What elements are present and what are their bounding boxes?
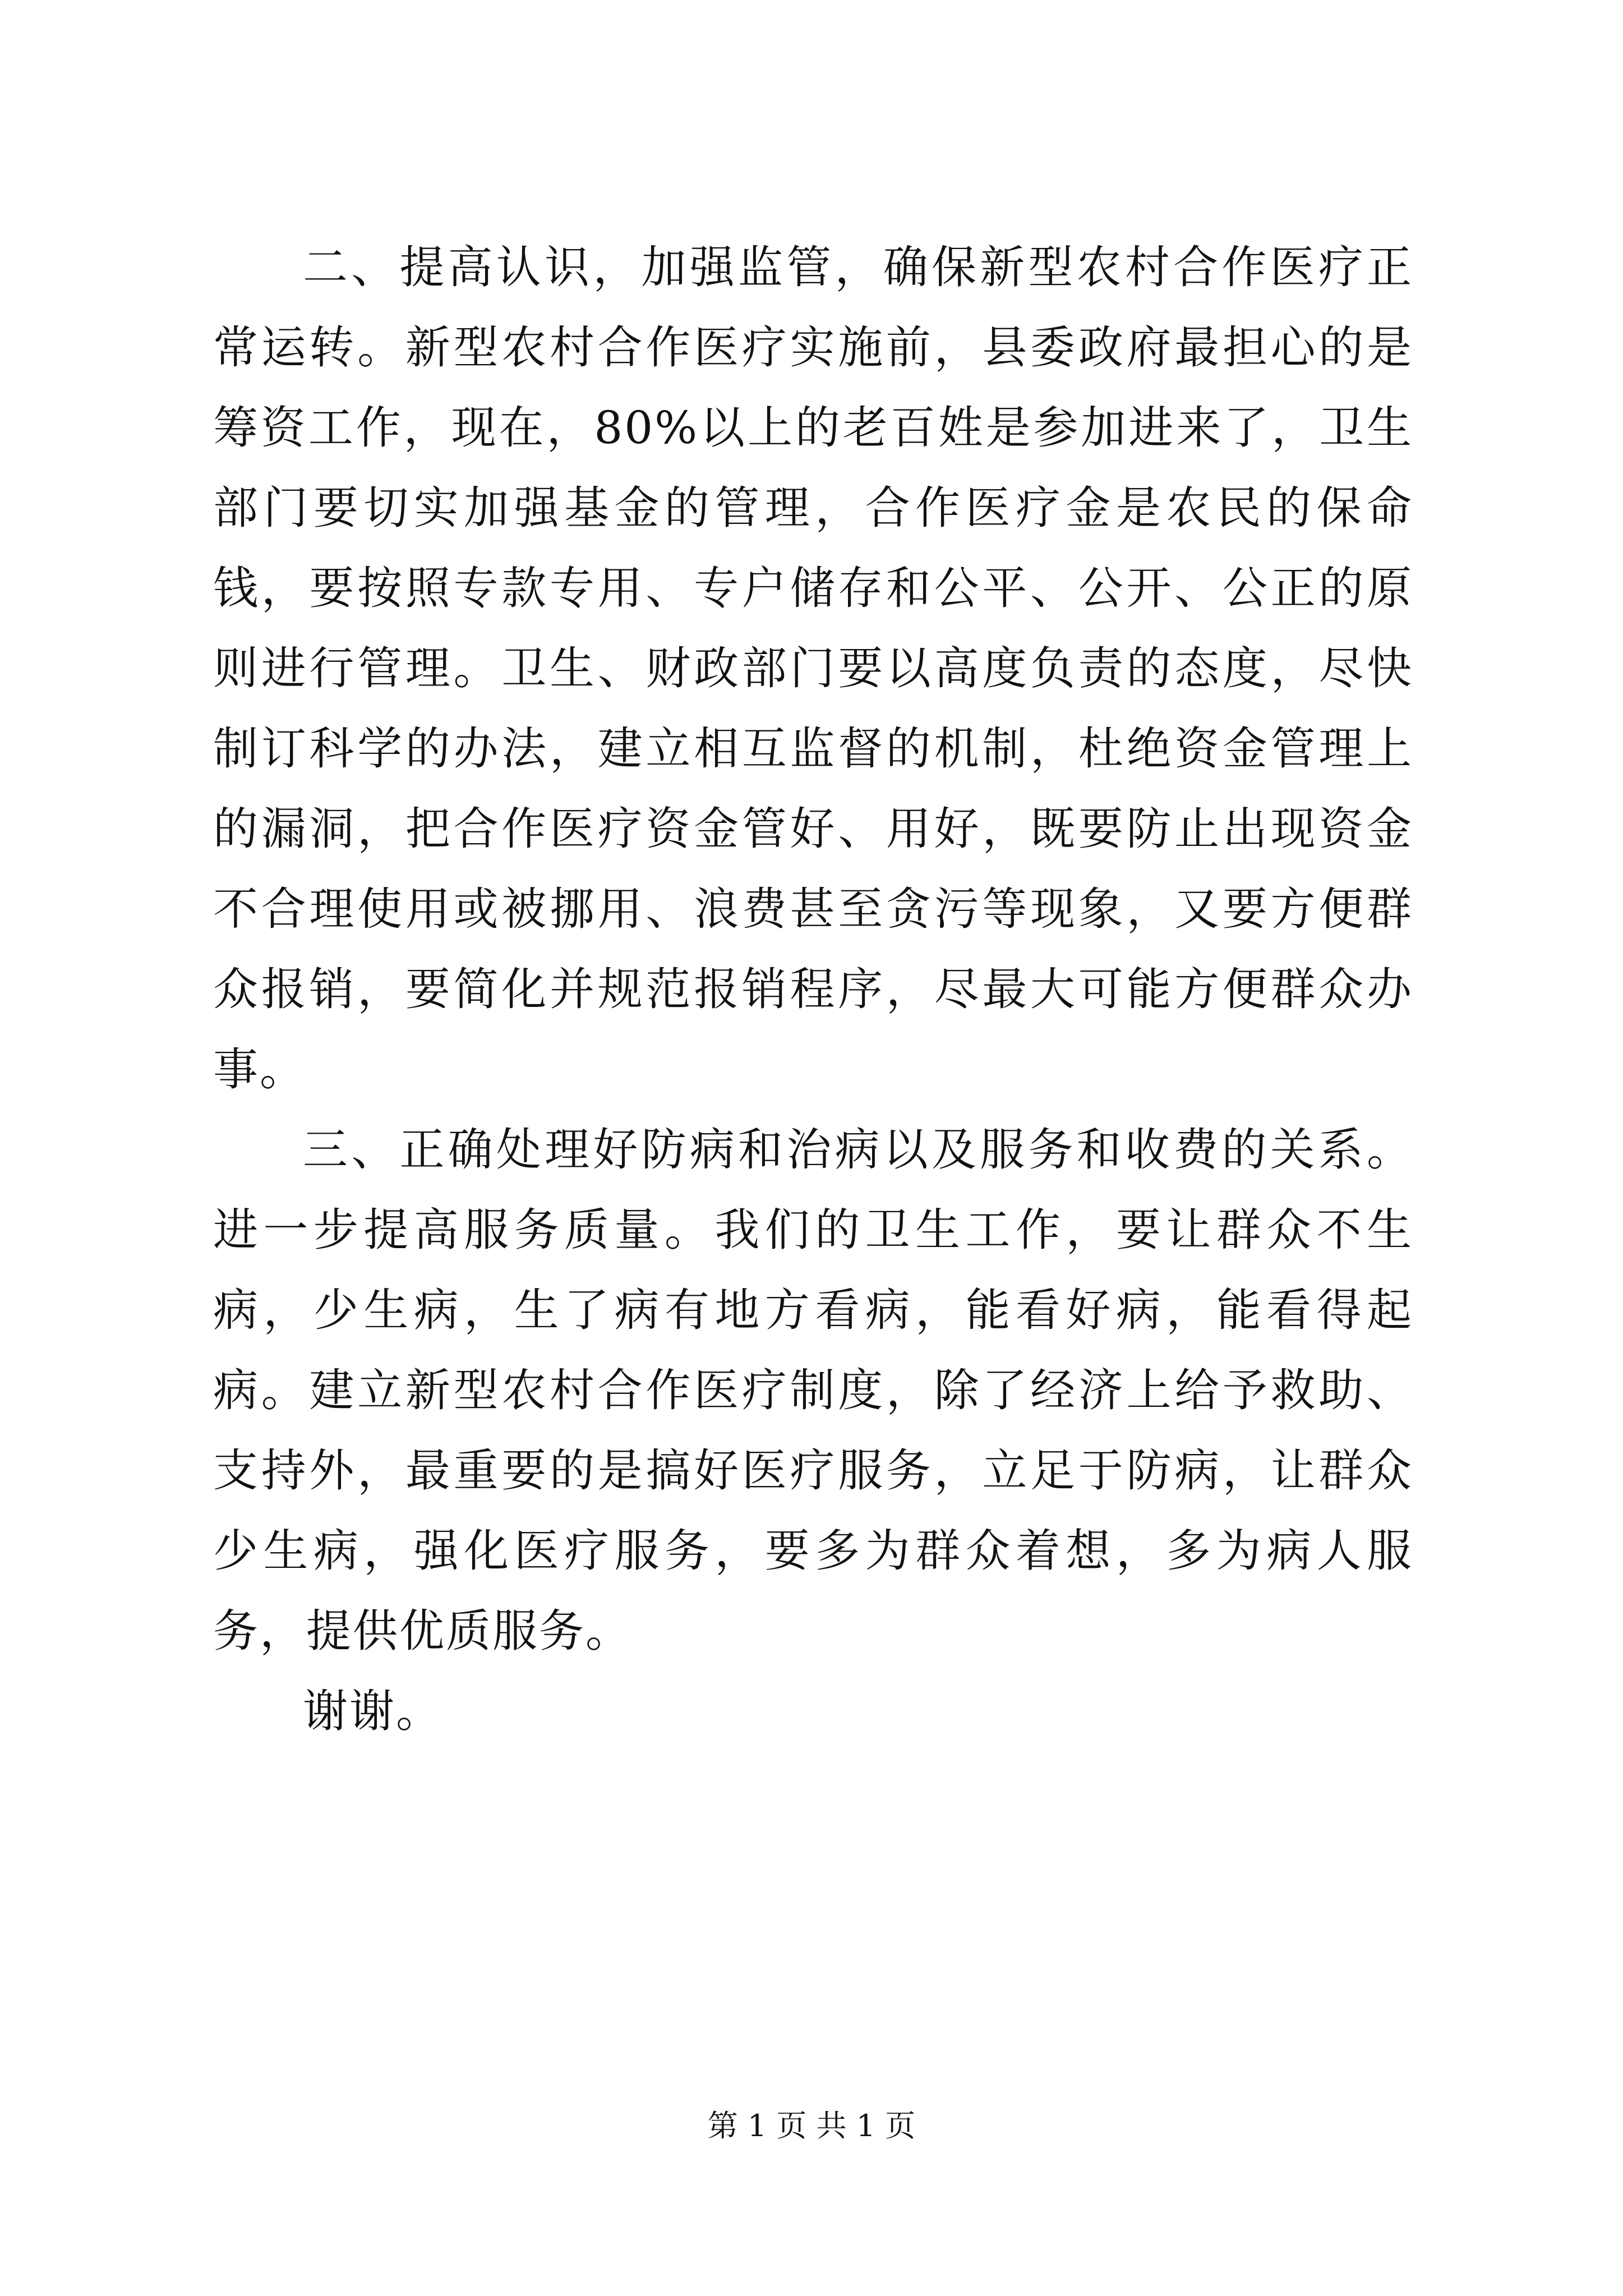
paragraph-section-three: 三、正确处理好防病和治病以及服务和收费的关系。进一步提高服务质量。我们的卫生工作，要让群众不生病，少生病，生了病有地方看病，能看好病，能看得起病。建立新型农村合作医疗制度，除了经济上给予救助、支持外，最重要的是搞好医疗服务，立足于防病，让群众少生病，强化医疗服务，要多为群众着想，多为病人服务，提供优质服务。 [213,1124,1413,1657]
page-footer: 第 1 页 共 1 页 [707,2108,916,2143]
paragraph-section-two: 二、提高认识，加强监管，确保新型农村合作医疗正常运转。新型农村合作医疗实施前，县委政府最担心的是筹资工作，现在，80%以上的老百姓是参加进来了，卫生部门要切实加强基金的管理，合作医疗金是农民的保命钱，要按照专款专用、专户储存和公平、公开、公正的原则进行管理。卫生、财政部门要以高度负责的态度，尽快制订科学的办法，建立相互监督的机制，杜绝资金管理上的漏洞，把合作医疗资金管好、用好，既要防止出现资金不合理使用或被挪用、浪费甚至贪污等现象，又要方便群众报销，要简化并规范报销程序，尽最大可能方便群众办事。 [213,241,1413,1096]
paragraph-closing: 谢谢。 [303,1685,442,1737]
document-body [213,227,1413,1751]
